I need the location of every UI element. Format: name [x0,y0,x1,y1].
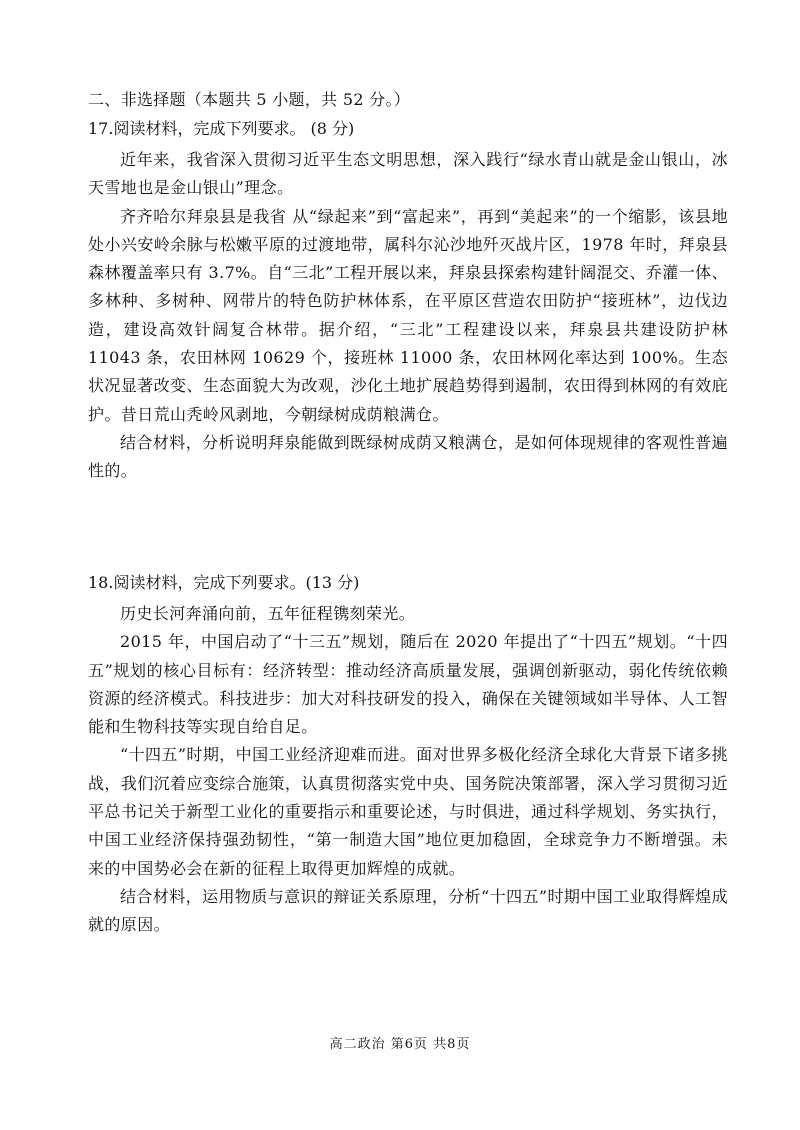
material-paragraph: 齐齐哈尔拜泉县是我省 从“绿起来”到“富起来”，再到“美起来”的一个缩影，该县地处小兴安岭余脉与松嫩平原的过渡地带，属科尔沁沙地歼灭战片区，1978 年时，拜泉县森林覆盖率只有 3.7%。自“三北”工程开展以来，拜泉县探索构建针阔混交、乔灌一体、多林种、多树种、网带片的特色防护林体系，在平原区营造农田防护“接班林”，边伐边造，建设高效针阔复合林带。据介绍，“三北”工程建设以来，拜泉县共建设防护林 11043 条，农田林网 10629 个，接班林 11000 条，农田林网化率达到 100%。生态状况显著改变、生态面貌大为改观，沙化土地扩展趋势得到遏制，农田得到林网的有效庇护。昔日荒山秃岭风剥地，今朝绿树成荫粮满仓。 [88,206,728,424]
question-prompt: 结合材料，分析说明拜泉能做到既绿树成荫又粮满仓，是如何体现规律的客观性普遍性的。 [88,432,728,481]
material-paragraph: 近年来，我省深入贯彻习近平生态文明思想，深入践行“绿水青山就是金山银山，冰天雪地也是金山银山”理念。 [88,150,728,198]
material-paragraph: 历史长河奔涌向前，五年征程镌刻荣光。 [120,604,416,623]
question-18 [88,573,728,940]
page-footer: 高二政治 第6页 共8页 [329,1037,471,1052]
question-heading: 17.阅读材料，完成下列要求。 (8 分) [88,119,355,138]
material-paragraph: 2015 年，中国启动了“十三五”规划，随后在 2020 年提出了“十四五”规划。“十四五”规划的核心目标有：经济转型：推动经济高质量发展，强调创新驱动，弱化传统依赖资源的经济模式。科技进步：加大对科技研发的投入，确保在关键领域如半导体、人工智能和生物科技等实现自给自足。 [88,632,728,737]
material-paragraph: “十四五”时期，中国工业经济迎难而进。面对世界多极化经济全球化大背景下诸多挑战，我们沉着应变综合施策，认真贯彻落实党中央、国务院决策部署，深入学习贯彻习近平总书记关于新型工业化的重要指示和重要论述，与时俱进，通过科学规划、务实执行，中国工业经济保持强劲韧性，“第一制造大国”地位更加稳固，全球竞争力不断增强。未来的中国势必会在新的征程上取得更加辉煌的成就。 [88,745,728,878]
question-heading: 18.阅读材料，完成下列要求。(13 分) [88,573,360,592]
section-title: 二、非选择题（本题共 5 小题，共 52 分。） [88,90,411,109]
question-prompt: 结合材料，运用物质与意识的辩证关系原理，分析“十四五”时期中国工业取得辉煌成就的原因。 [88,886,728,935]
question-17 [88,119,728,486]
